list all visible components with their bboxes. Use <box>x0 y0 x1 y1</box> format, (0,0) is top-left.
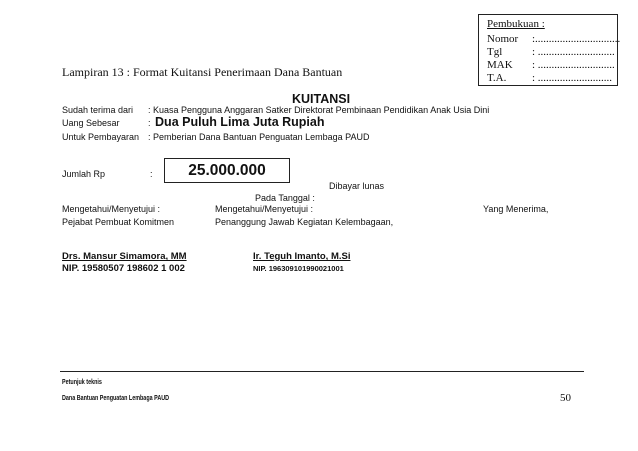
pembukuan-value: : ........................... <box>532 72 613 84</box>
footer-line-1: Petunjuk teknis <box>62 377 102 386</box>
pembukuan-value: :............................... <box>532 33 621 45</box>
field-untuk-pembayaran <box>62 132 369 142</box>
field-sudah-terima-dari <box>62 105 489 115</box>
left-signatory-role: Mengetahui/Menyetujui : <box>62 204 161 214</box>
field-colon: : <box>148 118 151 128</box>
pembukuan-row-tgl <box>487 46 615 58</box>
receipt-title: KUITANSI <box>292 92 351 106</box>
left-signatory-nip: NIP. 19580507 198602 1 002 <box>62 263 185 274</box>
field-uang-sebesar <box>62 115 325 129</box>
right-signatory-role: Yang Menerima, <box>483 204 549 214</box>
pembukuan-label: Nomor <box>487 33 519 45</box>
middle-signatory-title: Penanggung Jawab Kegiatan Kelembagaan, <box>215 217 394 227</box>
field-value: : Pemberian Dana Bantuan Penguatan Lembaga PAUD <box>148 132 370 142</box>
amount-value: 25.000.000 <box>188 162 266 179</box>
left-signatory-title: Pejabat Pembuat Komitmen <box>62 217 175 227</box>
middle-signatory-name: Ir. Teguh Imanto, M.Si <box>253 251 351 262</box>
pada-tanggal: Pada Tanggal : <box>255 193 315 203</box>
pembukuan-row-mak <box>487 59 615 71</box>
pembukuan-row-ta <box>487 72 612 84</box>
pembukuan-label: T.A. <box>487 72 507 84</box>
field-label: Uang Sebesar <box>62 118 120 128</box>
footer-line-2: Dana Bantuan Penguatan Lembaga PAUD <box>62 393 170 402</box>
amount-in-words: Dua Puluh Lima Juta Rupiah <box>155 115 325 129</box>
field-label: Untuk Pembayaran <box>62 132 140 142</box>
middle-signatory-nip: NIP. 196309101990021001 <box>253 264 344 273</box>
field-label: Sudah terima dari <box>62 105 134 115</box>
pembukuan-label: Tgl <box>487 46 503 58</box>
middle-signatory-role: Mengetahui/Menyetujui : <box>215 204 314 214</box>
pembukuan-label: MAK <box>487 59 513 71</box>
pembukuan-title: Pembukuan : <box>487 18 545 30</box>
amount-box <box>164 158 290 183</box>
field-colon: : <box>150 169 153 179</box>
pembukuan-row-nomor <box>487 33 620 45</box>
field-jumlah <box>62 169 153 179</box>
field-label: Jumlah Rp <box>62 169 106 179</box>
lampiran-heading: Lampiran 13 : Format Kuitansi Penerimaan Dana Bantuan <box>62 65 343 79</box>
pembukuan-value: : ............................ <box>532 59 615 71</box>
left-signatory-name: Drs. Mansur Simamora, MM <box>62 251 187 262</box>
pembukuan-value: : ............................ <box>532 46 615 58</box>
field-value: : Kuasa Pengguna Anggaran Satker Direktorat Pembinaan Pendidikan Anak Usia Dini <box>148 105 490 115</box>
dibayar-lunas: Dibayar lunas <box>329 181 385 191</box>
pembukuan-box <box>478 14 621 86</box>
page-number: 50 <box>560 392 571 404</box>
footer-divider <box>60 371 584 372</box>
